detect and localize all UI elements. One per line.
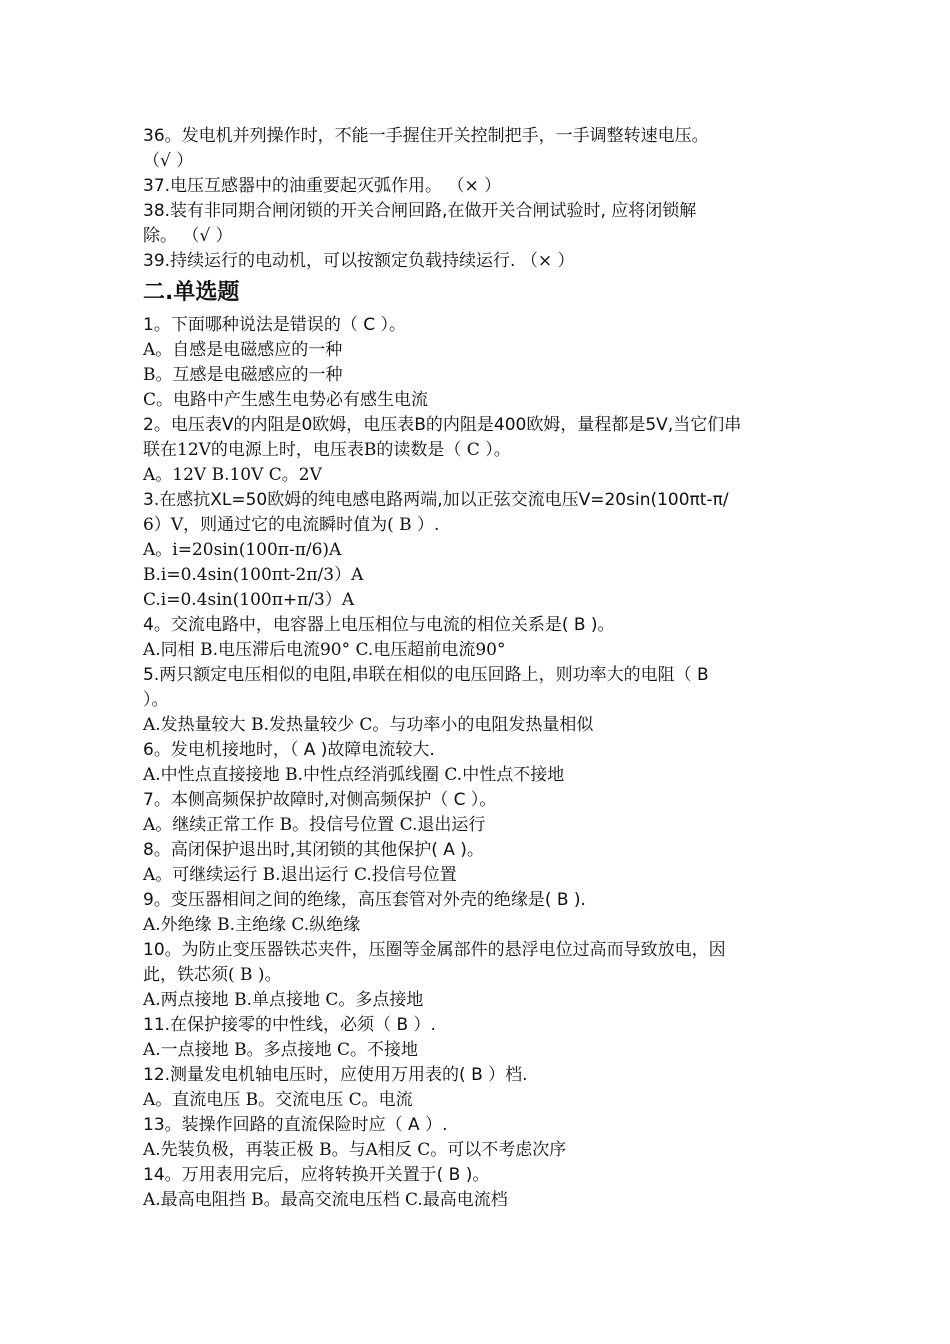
option-line: A.最高电阻挡 B。最高交流电压档 C.最高电流档	[143, 1190, 508, 1210]
question-10	[143, 938, 808, 1013]
option-line: A。自感是电磁感应的一种	[143, 340, 343, 360]
question-7	[143, 788, 808, 838]
question-8	[143, 838, 808, 888]
question-stem: 14。万用表用完后，应将转换开关置于( B )。	[143, 1165, 490, 1185]
answer-line: （√ ）	[143, 151, 194, 171]
question-line-continued: 除。 （√ ）	[143, 226, 233, 246]
question-11	[143, 1013, 808, 1063]
option-line: A.先装负极，再装正极 B。与A相反 C。可以不考虑次序	[143, 1140, 567, 1160]
question-stem-continued: 6）V，则通过它的电流瞬时值为( B ）.	[143, 515, 440, 535]
question-6	[143, 738, 808, 788]
option-line: A.一点接地 B。多点接地 C。不接地	[143, 1040, 418, 1060]
option-line: A.发热量较大 B.发热量较少 C。与功率小的电阻发热量相似	[143, 715, 594, 735]
question-line: 36。发电机并列操作时，不能一手握住开关控制把手，一手调整转速电压。	[143, 126, 709, 146]
option-line: A.两点接地 B.单点接地 C。多点接地	[143, 990, 424, 1010]
question-stem: 5.两只额定电压相似的电阻,串联在相似的电压回路上，则功率大的电阻（ B	[143, 665, 709, 685]
question-stem: 6。发电机接地时，（ A )故障电流较大.	[143, 740, 435, 760]
option-line: A。可继续运行 B.退出运行 C.投信号位置	[143, 865, 457, 885]
option-line: C.i=0.4sin(100π+π/3）A	[143, 590, 355, 610]
option-line: A。12V B.10V C。2V	[143, 465, 322, 485]
question-9	[143, 888, 808, 938]
section-title: 二.单选题	[143, 280, 240, 305]
question-stem: 12.测量发电机轴电压时，应使用万用表的( B ）档.	[143, 1065, 528, 1085]
single-choice-section	[143, 313, 808, 1213]
question-stem: 9。变压器相间之间的绝缘，高压套管对外壳的绝缘是( B ).	[143, 890, 586, 910]
option-line: A。直流电压 B。交流电压 C。电流	[143, 1090, 413, 1110]
judgement-item-38	[143, 199, 808, 249]
question-stem: 4。交流电路中，电容器上电压相位与电流的相位关系是( B )。	[143, 615, 615, 635]
judgement-item-37	[143, 174, 808, 199]
question-1	[143, 313, 808, 413]
question-line: 38.装有非同期合闸闭锁的开关合闸回路,在做开关合闸试验时, 应将闭锁解	[143, 201, 697, 221]
option-line: A.中性点直接接地 B.中性点经消弧线圈 C.中性点不接地	[143, 765, 565, 785]
judgement-item-39	[143, 249, 808, 274]
option-line: C。电路中产生感生电势必有感生电流	[143, 390, 429, 410]
question-stem: 10。为防止变压器铁芯夹件，压圈等金属部件的悬浮电位过高而导致放电，因	[143, 940, 726, 960]
question-4	[143, 613, 808, 663]
question-stem: 3.在感抗XL=50欧姆的纯电感电路两端,加以正弦交流电压V=20sin(100πt-π/	[143, 490, 729, 510]
question-stem-continued: ）。	[143, 690, 169, 710]
question-stem-continued: 联在12V的电源上时，电压表B的读数是（ C ）。	[143, 440, 511, 460]
question-stem: 11.在保护接零的中性线，必须（ B ）.	[143, 1015, 436, 1035]
question-line: 37.电压互感器中的油重要起灭弧作用。 （× ）	[143, 176, 502, 196]
question-stem-continued: 此，铁芯须( B )。	[143, 965, 282, 985]
question-5	[143, 663, 808, 738]
option-line: B.i=0.4sin(100πt-2π/3）A	[143, 565, 364, 585]
question-14	[143, 1163, 808, 1213]
question-line: 39.持续运行的电动机，可以按额定负载持续运行. （× ）	[143, 251, 575, 271]
document-content	[143, 124, 808, 1213]
question-3	[143, 488, 808, 613]
judgement-item-36	[143, 124, 808, 174]
question-12	[143, 1063, 808, 1113]
question-stem: 1。下面哪种说法是错误的（ C ）。	[143, 315, 406, 335]
question-stem: 2。电压表V的内阻是0欧姆，电压表B的内阻是400欧姆，量程都是5V,当它们串	[143, 415, 742, 435]
option-line: A.同相 B.电压滞后电流90° C.电压超前电流90°	[143, 640, 506, 660]
question-13	[143, 1113, 808, 1163]
question-2	[143, 413, 808, 488]
question-stem: 8。高闭保护退出时,其闭锁的其他保护( A )。	[143, 840, 484, 860]
option-line: A。继续正常工作 B。投信号位置 C.退出运行	[143, 815, 486, 835]
option-line: A.外绝缘 B.主绝缘 C.纵绝缘	[143, 915, 361, 935]
judgement-section	[143, 124, 808, 274]
question-stem: 7。本侧高频保护故障时,对侧高频保护（ C ）。	[143, 790, 497, 810]
option-line: A。i=20sin(100π-π/6)A	[143, 540, 342, 560]
question-stem: 13。装操作回路的直流保险时应（ A ）.	[143, 1115, 448, 1135]
option-line: B。互感是电磁感应的一种	[143, 365, 343, 385]
